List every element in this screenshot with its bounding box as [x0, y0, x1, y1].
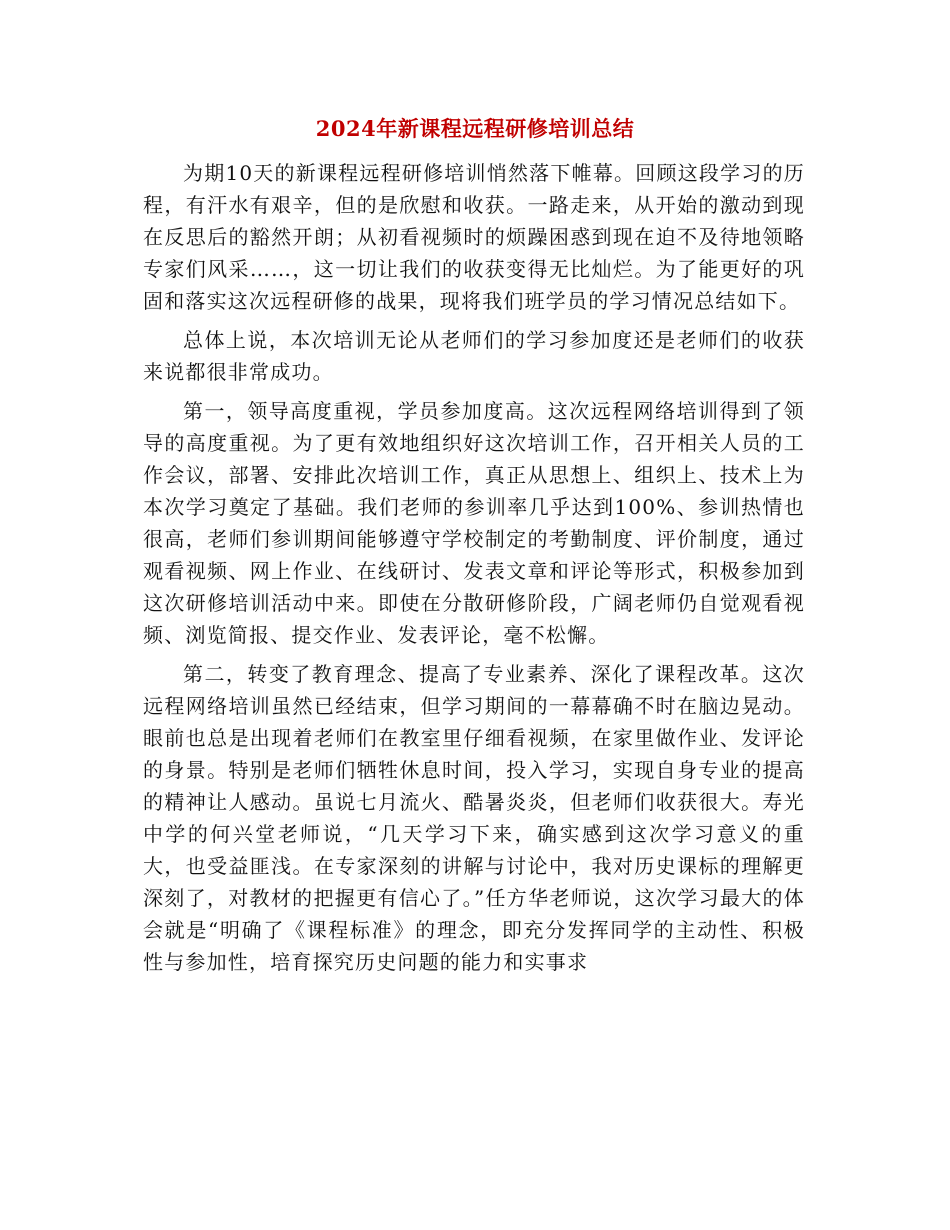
- paragraph-overall: 总体上说，本次培训无论从老师们的学习参加度还是老师们的收获来说都很非常成功。: [143, 328, 805, 384]
- document-title: 2024年新课程远程研修培训总结: [315, 116, 635, 141]
- document-body: [143, 157, 805, 985]
- paragraph-second-point: 第二，转变了教育理念、提高了专业素养、深化了课程改革。这次远程网络培训虽然已经结束，但学习期间的一幕幕确不时在脑边晃动。眼前也总是出现着老师们在教室里仔细看视频，在家里做作业、发评论的身景。特别是老师们牺牲休息时间，投入学习，实现自身专业的提高的精神让人感动。虽说七月流火、酷暑炎炎，但老师们收获很大。寿光中学的何兴堂老师说，“几天学习下来，确实感到这次学习意义的重大，也受益匪浅。在专家深刻的讲解与讨论中，我对历史课标的理解更深刻了，对教材的把握更有信心了。”任方华老师说，这次学习最大的体会就是“明确了《课程标准》的理念，即充分发挥同学的主动性、积极性与参加性，培育探究历史问题的能力和实事求: [143, 662, 805, 974]
- paragraph-first-point: 第一，领导高度重视，学员参加度高。这次远程网络培训得到了领导的高度重视。为了更有效地组织好这次培训工作，召开相关人员的工作会议，部署、安排此次培训工作，真正从思想上、组织上、技术上为本次学习奠定了基础。我们老师的参训率几乎达到100%、参训热情也很高，老师们参训期间能够遵守学校制定的考勤制度、评价制度，通过观看视频、网上作业、在线研讨、发表文章和评论等形式，积极参加到这次研修培训活动中来。即使在分散研修阶段，广阔老师仍自觉观看视频、浏览简报、提交作业、发表评论，毫不松懈。: [143, 399, 805, 647]
- paragraph-intro: 为期10天的新课程远程研修培训悄然落下帷幕。回顾这段学习的历程，有汗水有艰辛，但的是欣慰和收获。一路走来，从开始的激动到现在反思后的豁然开朗；从初看视频时的烦躁困惑到现在迫不及待地领略专家们风采……，这一切让我们的收获变得无比灿烂。为了能更好的巩固和落实这次远程研修的战果，现将我们班学员的学习情况总结如下。: [143, 161, 805, 313]
